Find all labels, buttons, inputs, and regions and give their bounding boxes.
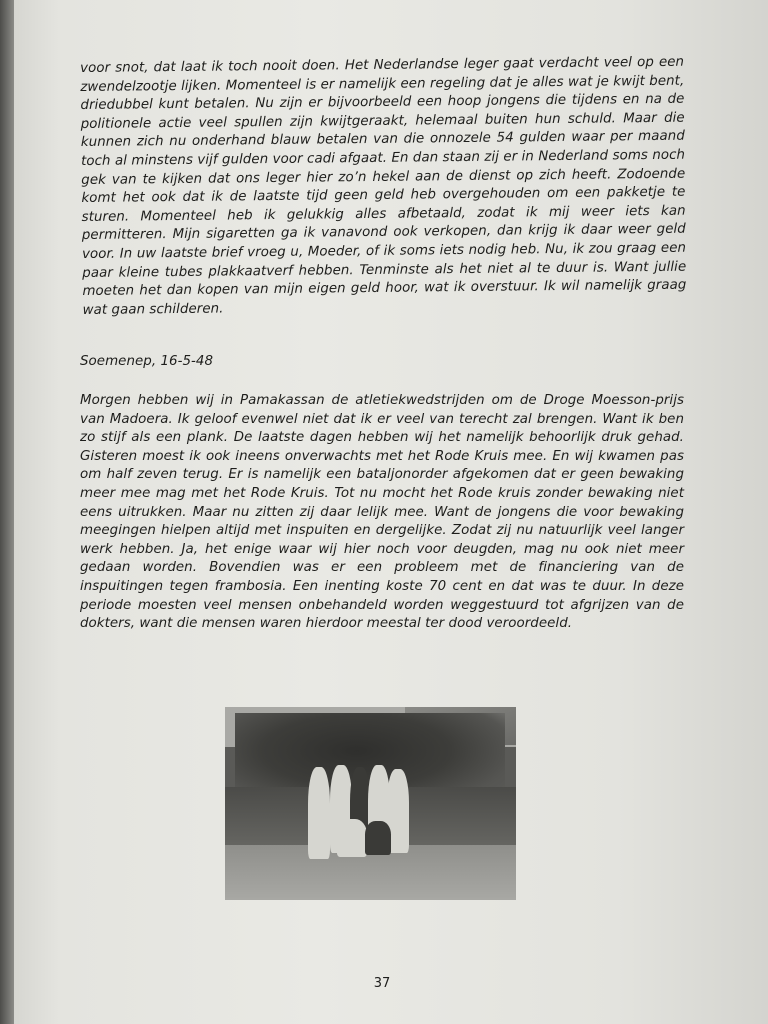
letter-dateline: Soemenep, 16-5-48 [80, 354, 214, 369]
photo-person-kneeling [365, 821, 391, 855]
letter-paragraph-1: voor snot, dat laat ik toch nooit doen. Het Nederlandse leger gaat verdacht veel op een zwendelzootje lijken. Momenteel is er namelijk een regeling dat je alles wat je kwijt bent, driedubbel kunt betalen. Nu zijn er bijvoorbeeld een hoop jongens die tijdens en na de politionele actie veel spullen zijn kwijtgeraakt, helemaal buiten hun schuld. Maar die kunnen zich nu onderhand blauw betalen van die onnozele 54 gulden waar per maand toch al minstens vijf gulden voor cadi afgaat. En dan staan zij er in Nederland soms noch gek van te kijken dat ons leger hier zo’n hekel aan de dienst op zich heeft. Zodoende komt het ook dat ik de laatste tijd geen geld heb overgehouden om een pakketje te sturen. Momenteel heb ik gelukkig alles afbetaald, zodat ik mij weer iets kan permitteren. Mijn sigaretten ga ik vanavond ook verkopen, dan krijg ik daar weer geld voor. In uw laatste brief vroeg u, Moeder, of ik soms iets nodig heb. Nu, ik zou graag een paar kleine tubes plakkaatverf hebben. Tenminste als het niet al te duur is. Want jullie moeten het dan kopen van mijn eigen geld hoor, wat ik overstuur. Ik wil namelijk graag wat gaan schilderen. [80, 54, 687, 318]
page-number: 37 [373, 976, 391, 991]
book-edge-shadow [0, 0, 14, 1024]
photo-person [308, 767, 330, 859]
letter-paragraph-2: Morgen hebben wij in Pamakassan de atletiekwedstrijden om de Droge Moesson-prijs van Madoera. Ik geloof evenwel niet dat ik er veel van terecht zal brengen. Want ik ben zo stijf als een plank. De laatste dagen hebben wij het namelijk behoorlijk druk gehad. Gisteren moest ik ook ineens onverwachts met het Rode Kruis mee. En wij kwamen pas om half zeven terug. Er is namelijk een bataljonorder afgekomen dat er geen bewaking meer mee mag met het Rode Kruis. Tot nu mocht het Rode kruis zonder bewaking niet eens uitrukken. Maar nu zitten zij daar lelijk mee. Want de jongens die voor bewaking meegingen hielpen altijd met inspuiten en dergelijke. Zodat zij nu natuurlijk veel langer werk hebben. Ja, het enige waar wij hier noch voor deugden, mag nu ook niet meer gedaan worden. Bovendien was er een probleem met de financiering van de inspuitingen tegen frambosia. Een inenting koste 70 cent en dat was te duur. In deze periode moesten veel mensen onbehandeld worden weggestuurd tot afgrijzen van de dokters, want die mensen waren hierdoor meestal ter dood veroordeeld. [80, 393, 684, 632]
photo-person-kneeling [337, 819, 367, 857]
group-photo [225, 707, 516, 900]
book-page [14, 0, 768, 1024]
